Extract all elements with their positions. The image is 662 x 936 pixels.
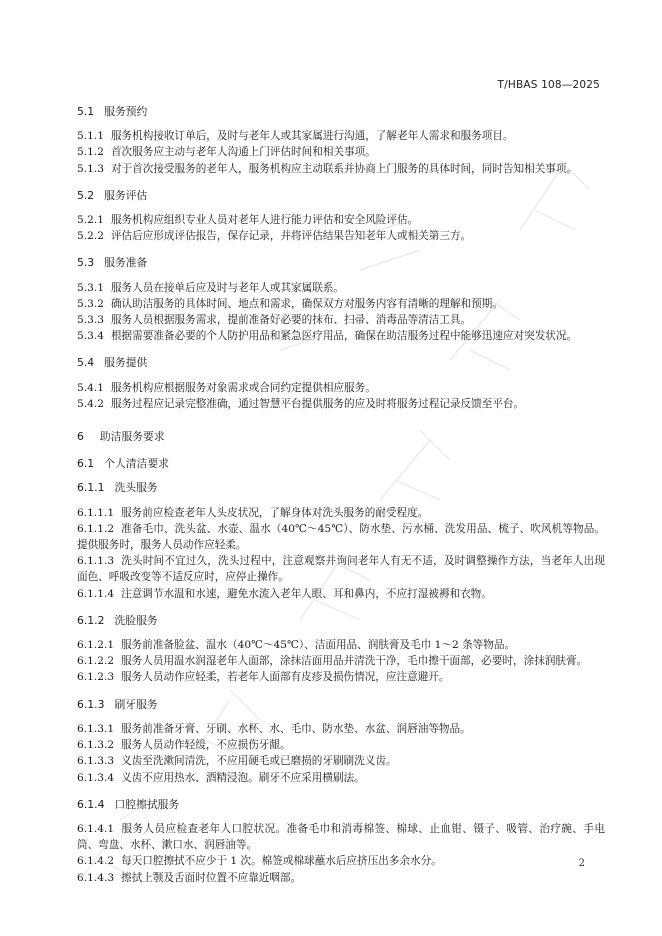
clause-number: 6.1.2.1 (77, 639, 115, 652)
clause-text: 评估后应形成评估报告，保存记录，并将评估结果告知老年人或相关第三方。 (110, 230, 472, 243)
spacer (77, 813, 605, 821)
section-heading (77, 456, 605, 472)
clause-paragraph (77, 770, 605, 786)
clause-paragraph (77, 328, 605, 344)
spacer (77, 602, 605, 613)
clause-paragraph (77, 296, 605, 312)
clause-paragraph (77, 553, 605, 585)
clause-paragraph (77, 637, 605, 653)
clause-paragraph (77, 144, 605, 160)
spacer (77, 445, 605, 456)
clause-paragraph (77, 669, 605, 685)
clause-text: 根据需要准备必要的个人防护用品和紧急医疗用品，确保在助洁服务过程中能够迅速应对突发状况。 (110, 330, 578, 343)
clause-paragraph (77, 280, 605, 296)
section-heading (77, 104, 605, 120)
document-code: T/HBAS 108—2025 (497, 79, 600, 91)
spacer (77, 272, 605, 280)
clause-text: 服务人员动作应轻柔，若老年人面部有皮疹及损伤情况，应注意避开。 (121, 671, 450, 684)
heading-number: 5.4 (77, 356, 95, 370)
section-heading (77, 355, 605, 371)
heading-title: 服务提供 (104, 356, 148, 370)
spacer (77, 786, 605, 797)
clause-number: 6.1.1.1 (77, 506, 115, 519)
clause-text: 服务人员根据服务需求，提前准备好必要的抹布、扫帚、消毒品等清洁工具。 (110, 314, 472, 327)
spacer (77, 177, 605, 188)
spacer (77, 372, 605, 380)
clause-number: 6.1.4.1 (77, 822, 115, 835)
clause-number: 6.1.2.3 (77, 671, 115, 684)
clause-number: 5.3.3 (77, 314, 104, 327)
clause-number: 5.4.2 (77, 397, 104, 410)
clause-paragraph (77, 821, 605, 853)
clause-number: 5.2.2 (77, 230, 104, 243)
clause-paragraph (77, 128, 605, 144)
spacer (77, 204, 605, 212)
section-heading (77, 480, 605, 496)
heading-title: 助洁服务要求 (99, 430, 165, 444)
clause-text: 服务前准备牙膏、牙刷、水杯、水、毛巾、防水垫、水盆、润唇油等物品。 (121, 722, 471, 735)
clause-number: 5.4.1 (77, 381, 104, 394)
clause-text: 洗头时间不宜过久，洗头过程中，注意观察并询问老年人有无不适，及时调整操作方法，当老年人出现面色、呼吸改变等不适反应时，应停止操作。 (77, 555, 605, 584)
chapter-heading (77, 429, 605, 445)
clause-paragraph (77, 228, 605, 244)
clause-number: 6.1.2.2 (77, 655, 115, 668)
page-number: 2 (578, 858, 585, 869)
clause-paragraph (77, 161, 605, 177)
clause-text: 每天口腔擦拭不应少于 1 次。棉签或棉球蘸水后应挤压出多余水分。 (121, 855, 442, 868)
heading-number: 6.1.4 (77, 797, 105, 811)
heading-title: 服务预约 (104, 105, 148, 118)
spacer (77, 629, 605, 637)
heading-number: 6.1.1 (77, 481, 105, 495)
heading-title: 口腔擦拭服务 (114, 797, 180, 811)
spacer (77, 244, 605, 255)
clause-text: 确认助洁服务的具体时间、地点和需求，确保双方对服务内容有清晰的理解和预期。 (110, 297, 503, 310)
clause-paragraph (77, 380, 605, 396)
clause-number: 5.2.1 (77, 214, 104, 227)
clause-text: 服务前应检查老年人头皮状况，了解身体对洗头服务的耐受程度。 (121, 506, 429, 519)
clause-text: 服务机构应根据服务对象需求或合同约定提供相应服务。 (110, 381, 376, 394)
heading-number: 6.1 (77, 457, 95, 471)
clause-number: 5.3.1 (77, 281, 104, 294)
clause-number: 6.1.4.2 (77, 855, 115, 868)
clause-number: 6.1.3.2 (77, 739, 115, 752)
heading-title: 洗脸服务 (114, 613, 158, 627)
clause-paragraph (77, 721, 605, 737)
clause-paragraph (77, 396, 605, 412)
heading-title: 洗头服务 (114, 481, 158, 495)
heading-title: 个人清洁要求 (104, 457, 169, 471)
clause-text: 义齿至洗漱间清洗，不应用硬毛或已磨损的牙刷刷洗义齿。 (121, 755, 397, 768)
clause-paragraph (77, 753, 605, 769)
clause-text: 擦拭上颚及舌面时位置不应靠近咽部。 (121, 871, 302, 884)
clause-paragraph (77, 212, 605, 228)
clause-number: 6.1.1.3 (77, 555, 115, 568)
section-heading (77, 613, 605, 629)
spacer (77, 344, 605, 355)
clause-paragraph (77, 312, 605, 328)
heading-number: 5.2 (77, 188, 95, 202)
clause-text: 准备毛巾、洗头盆、水壶、温水（40℃～45℃）、防水垫、污水桶、洗发用品、梳子、吹风机等物品。提供服务时，服务人员动作应轻柔。 (77, 522, 605, 552)
clause-paragraph (77, 521, 605, 553)
clause-text: 对于首次接受服务的老年人，服务机构应主动联系并协商上门服务的具体时间，同时告知相关事项。 (110, 162, 578, 175)
heading-number: 6 (77, 430, 84, 444)
section-heading (77, 797, 605, 813)
heading-title: 服务评估 (104, 188, 148, 202)
clause-number: 6.1.4.3 (77, 871, 115, 884)
clause-paragraph (77, 737, 605, 753)
clause-number: 5.1.3 (77, 162, 104, 175)
clause-text: 服务人员在接单后应及时与老年人或其家属联系。 (110, 281, 345, 294)
clause-text: 服务机构接收订单后，及时与老年人或其家属进行沟通，了解老年人需求和服务项目。 (110, 130, 514, 143)
clause-paragraph (77, 870, 605, 886)
clause-number: 6.1.3.4 (77, 771, 115, 784)
clause-paragraph (77, 653, 605, 669)
heading-number: 5.3 (77, 256, 95, 270)
clause-text: 服务人员用温水润湿老年人面部，涂抹洁面用品并清洗干净，毛巾擦干面部，必要时，涂抹润肤膏。 (121, 655, 588, 668)
clause-number: 5.3.2 (77, 297, 104, 310)
spacer (77, 686, 605, 697)
clause-number: 6.1.1.2 (77, 522, 115, 535)
clause-paragraph (77, 853, 605, 869)
heading-number: 6.1.3 (77, 697, 105, 711)
clause-text: 首次服务应主动与老年人沟通上门评估时间和相关事项。 (110, 146, 376, 159)
clause-number: 6.1.3.1 (77, 722, 115, 735)
clause-text: 服务机构应组织专业人员对老年人进行能力评估和安全风险评估。 (110, 214, 419, 227)
spacer (77, 120, 605, 128)
section-heading (77, 255, 605, 271)
spacer (77, 497, 605, 505)
spacer (77, 713, 605, 721)
clause-number: 6.1.1.4 (77, 587, 115, 600)
spacer (77, 472, 605, 480)
clause-text: 服务人员动作轻缓，不应损伤牙龈。 (121, 739, 291, 752)
spacer (77, 412, 605, 429)
clause-text: 服务人员应检查老年人口腔状况。准备毛巾和消毒棉签、棉球、止血钳、镊子、吸管、治疗碗、手电筒、弯盘、水杯、漱口水、润唇油等。 (77, 822, 605, 852)
clause-text: 注意调节水温和水速，避免水流入老年人眼、耳和鼻内，不应打湿被褥和衣物。 (121, 587, 492, 600)
section-heading (77, 188, 605, 204)
clause-text: 义齿不应用热水、酒精浸泡。刷牙不应采用横刷法。 (121, 771, 365, 784)
heading-title: 服务准备 (104, 256, 148, 270)
clause-paragraph (77, 586, 605, 602)
clause-number: 5.1.1 (77, 130, 104, 143)
heading-title: 刷牙服务 (114, 697, 158, 711)
clause-paragraph (77, 505, 605, 521)
heading-number: 5.1 (77, 105, 95, 118)
clause-number: 5.1.2 (77, 146, 104, 159)
heading-number: 6.1.2 (77, 613, 105, 627)
clause-text: 服务过程应记录完整准确，通过智慧平台提供服务的应及时将服务过程记录反馈至平台。 (110, 397, 525, 410)
section-heading (77, 697, 605, 713)
document-body (77, 104, 605, 886)
clause-number: 6.1.3.3 (77, 755, 115, 768)
clause-text: 服务前准备脸盆、温水（40℃～45℃）、洁面用品、润肤膏及毛巾 1～2 条等物品。 (121, 639, 516, 652)
clause-number: 5.3.4 (77, 330, 104, 343)
